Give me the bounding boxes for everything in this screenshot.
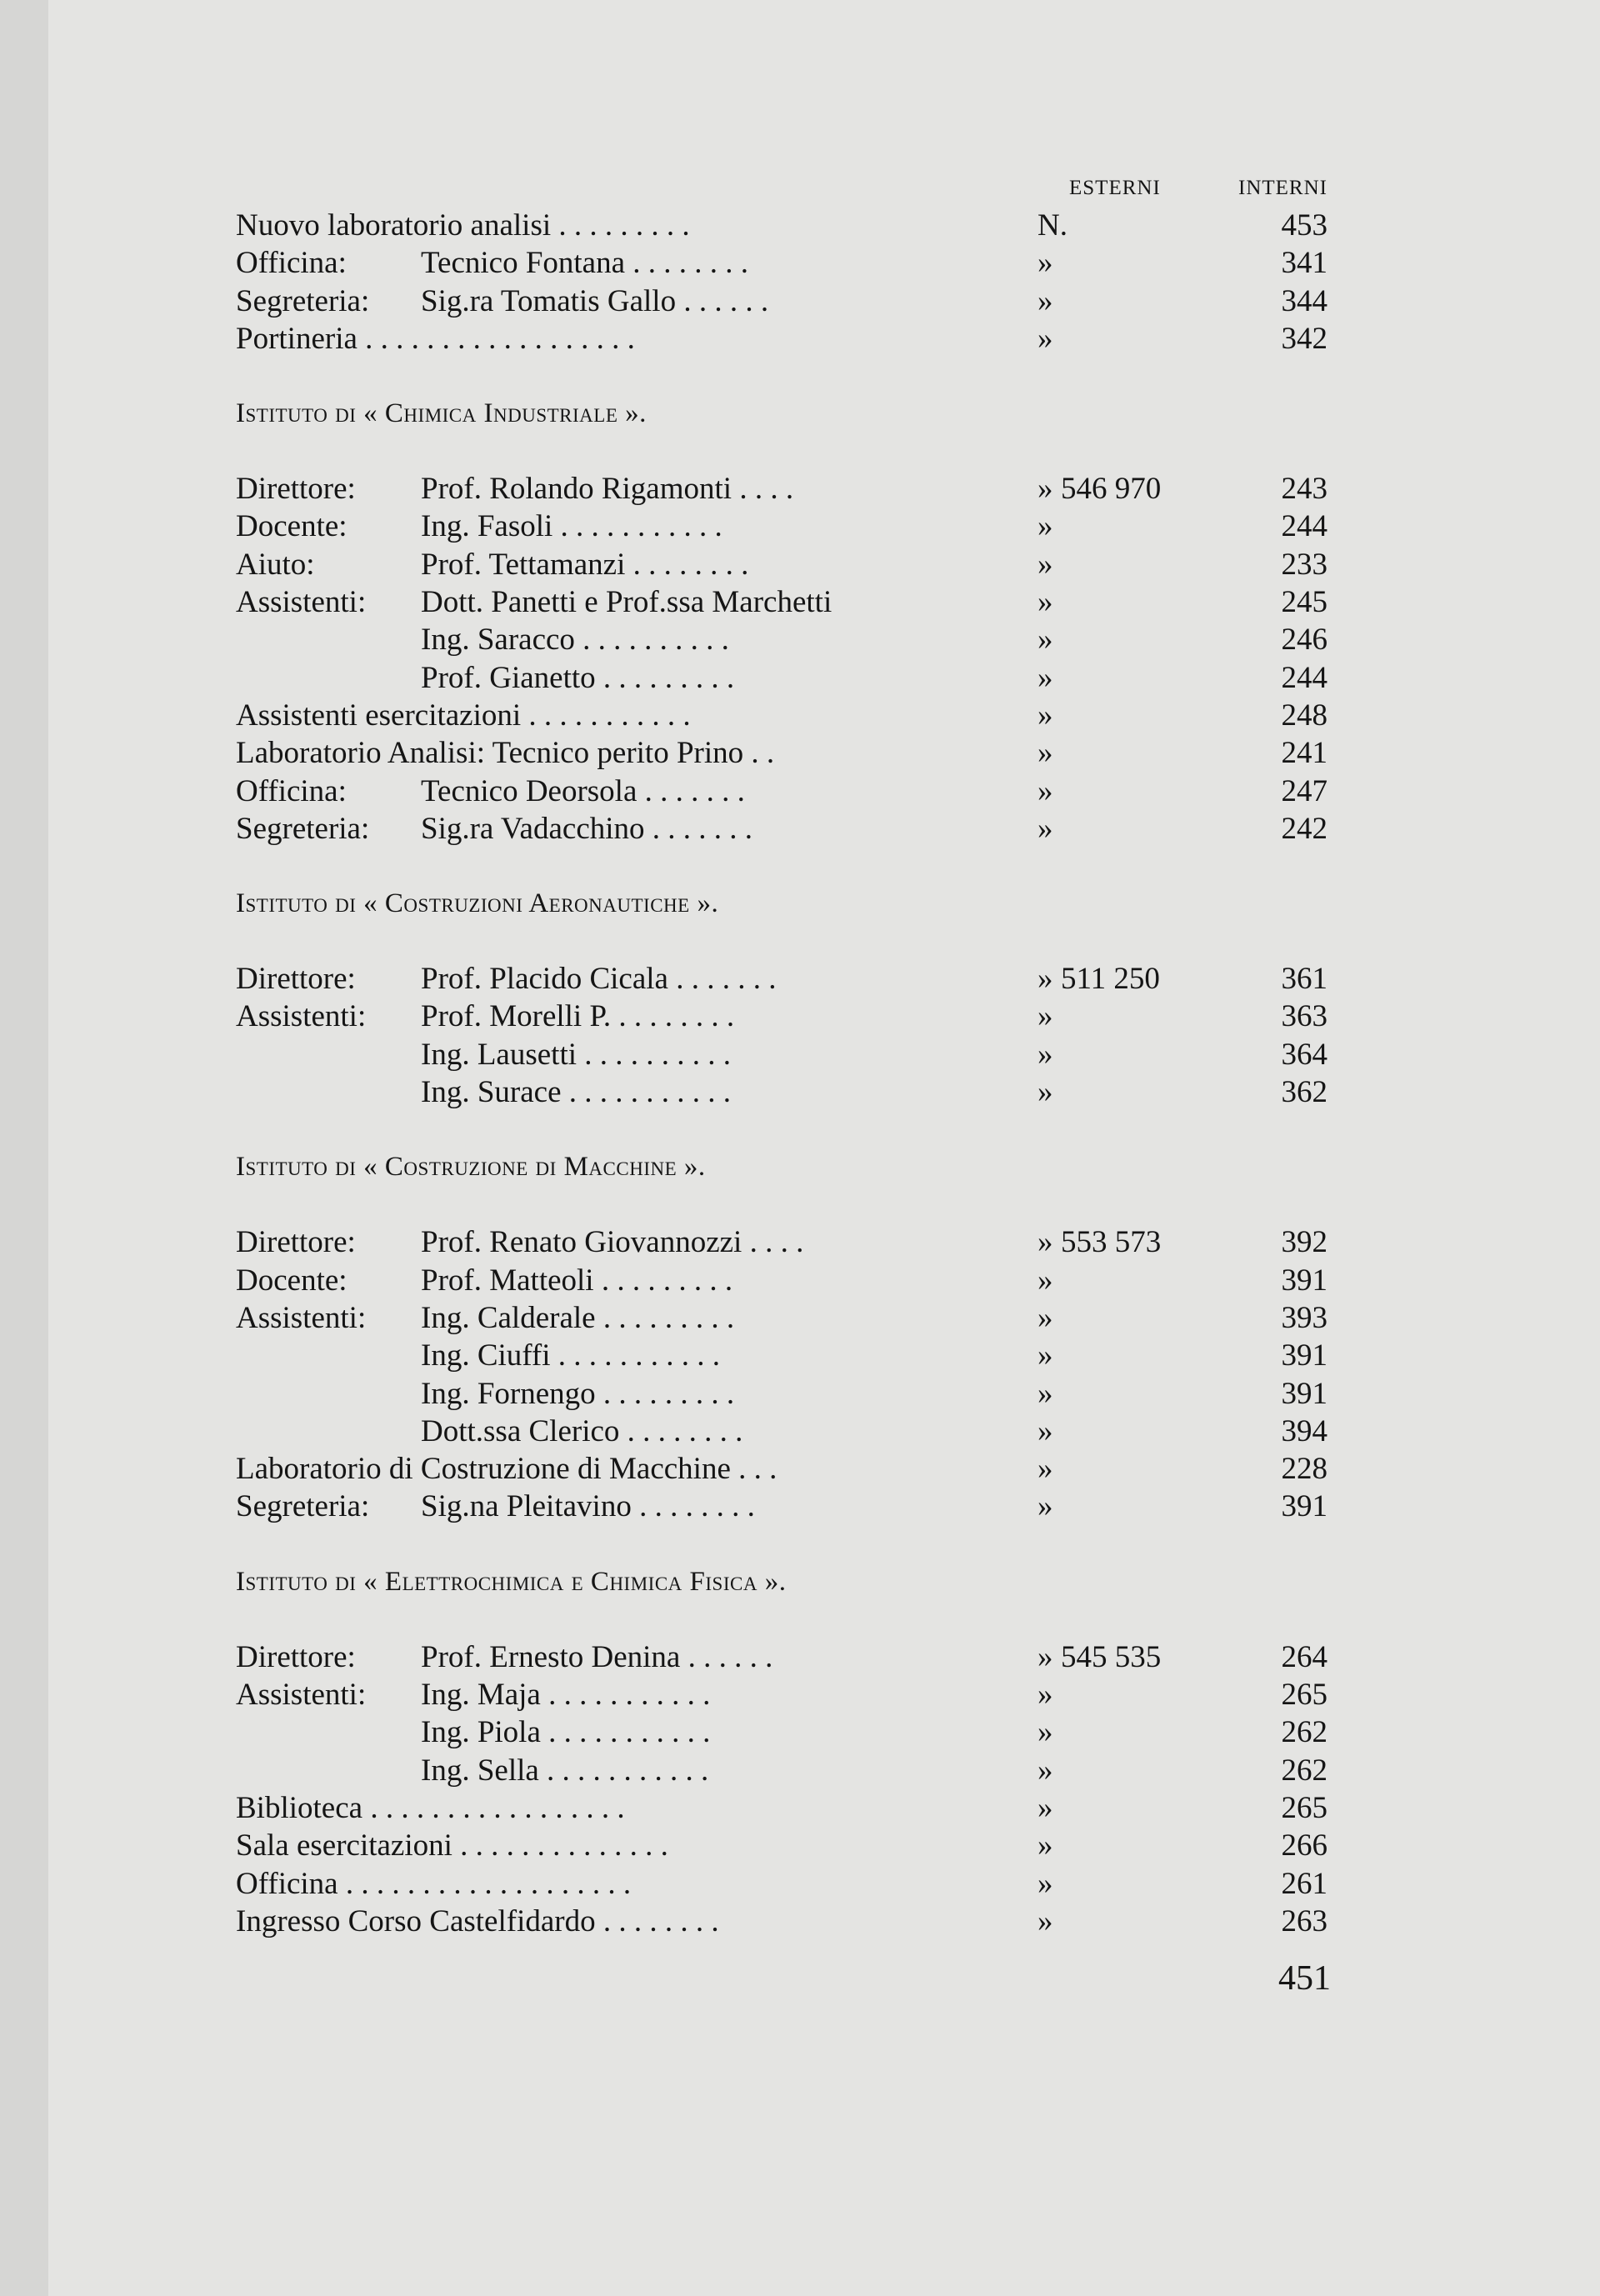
row-nm: Ing. Lausetti . . . . . . . . . . bbox=[421, 1037, 732, 1072]
row-int: 246 bbox=[1281, 623, 1328, 658]
row-int: 264 bbox=[1281, 1639, 1328, 1674]
directory-row bbox=[236, 1223, 1328, 1261]
section-title-text: Istituto di « Costruzioni Aeronautiche ». bbox=[236, 888, 719, 919]
row-int: 362 bbox=[1281, 1075, 1328, 1110]
directory-row bbox=[236, 244, 1328, 282]
row-int: 247 bbox=[1281, 773, 1328, 808]
row-pt: » bbox=[1038, 1413, 1053, 1448]
directory-row bbox=[236, 1752, 1328, 1789]
row-nm: Dott.ssa Clerico . . . . . . . . bbox=[421, 1413, 743, 1448]
row-lab: Assistenti esercitazioni . . . . . . . . . . . bbox=[236, 698, 691, 733]
row-ext: 545 535 bbox=[1061, 1639, 1162, 1674]
directory-row bbox=[236, 1073, 1328, 1111]
row-pt: » bbox=[1038, 999, 1053, 1034]
directory-row bbox=[236, 583, 1328, 621]
directory-row bbox=[236, 1337, 1328, 1374]
directory-row bbox=[236, 621, 1328, 658]
row-pt: » bbox=[1038, 1338, 1053, 1373]
directory-row bbox=[236, 283, 1328, 320]
directory-row bbox=[236, 1865, 1328, 1903]
row-pt: » bbox=[1038, 472, 1053, 507]
row-nm: Prof. Tettamanzi . . . . . . . . bbox=[421, 547, 749, 582]
row-int: 262 bbox=[1281, 1753, 1328, 1788]
directory-row bbox=[236, 734, 1328, 772]
section-gap bbox=[236, 358, 1328, 395]
row-int: 363 bbox=[1281, 999, 1328, 1034]
row-lab: Officina . . . . . . . . . . . . . . . . . . . bbox=[236, 1866, 632, 1901]
row-lab: Laboratorio Analisi: Tecnico perito Prino . . bbox=[236, 736, 775, 771]
row-nm: Ing. Surace . . . . . . . . . . . bbox=[421, 1075, 731, 1110]
row-nm: Prof. Rolando Rigamonti . . . . bbox=[421, 472, 794, 507]
directory-row bbox=[236, 508, 1328, 545]
row-pt: » bbox=[1038, 1828, 1053, 1863]
row-lab: Assistenti: bbox=[236, 1678, 367, 1713]
row-lab: Direttore: bbox=[236, 962, 356, 997]
directory-row bbox=[236, 1488, 1328, 1525]
row-int: 266 bbox=[1281, 1828, 1328, 1863]
row-nm: Sig.na Pleitavino . . . . . . . . bbox=[421, 1489, 755, 1524]
row-int: 342 bbox=[1281, 321, 1328, 356]
row-nm: Ing. Calderale . . . . . . . . . bbox=[421, 1300, 735, 1335]
row-int: 261 bbox=[1281, 1866, 1328, 1901]
row-int: 265 bbox=[1281, 1678, 1328, 1713]
row-nm: Tecnico Fontana . . . . . . . . bbox=[421, 246, 749, 281]
row-pt: » bbox=[1038, 1866, 1053, 1901]
row-nm: Prof. Matteoli . . . . . . . . . bbox=[421, 1263, 733, 1298]
directory-row bbox=[236, 1413, 1328, 1450]
row-lab: Docente: bbox=[236, 509, 348, 544]
row-lab: Direttore: bbox=[236, 1225, 356, 1260]
directory-row bbox=[236, 1713, 1328, 1751]
row-pt: » bbox=[1038, 736, 1053, 771]
row-lab: Docente: bbox=[236, 1263, 348, 1298]
row-int: 241 bbox=[1281, 736, 1328, 771]
row-int: 242 bbox=[1281, 811, 1328, 846]
row-int: 392 bbox=[1281, 1225, 1328, 1260]
row-nm: Ing. Ciuffi . . . . . . . . . . . bbox=[421, 1338, 721, 1373]
row-pt: » bbox=[1038, 623, 1053, 658]
row-lab: Assistenti: bbox=[236, 999, 367, 1034]
row-int: 262 bbox=[1281, 1715, 1328, 1750]
row-pt: » bbox=[1038, 1376, 1053, 1411]
header-interni: INTERNI bbox=[1238, 177, 1328, 199]
row-lab: Assistenti: bbox=[236, 585, 367, 620]
column-headers bbox=[236, 167, 1328, 207]
row-pt: » bbox=[1038, 811, 1053, 846]
directory-row bbox=[236, 1903, 1328, 1940]
row-pt: » bbox=[1038, 1037, 1053, 1072]
row-int: 244 bbox=[1281, 660, 1328, 695]
row-int: 391 bbox=[1281, 1376, 1328, 1411]
directory-row bbox=[236, 1036, 1328, 1073]
row-nm: Ing. Fasoli . . . . . . . . . . . bbox=[421, 509, 722, 544]
directory-row bbox=[236, 1375, 1328, 1413]
row-nm: Prof. Gianetto . . . . . . . . . bbox=[421, 660, 735, 695]
section-title bbox=[236, 395, 1328, 470]
row-int: 344 bbox=[1281, 283, 1328, 318]
row-int: 361 bbox=[1281, 962, 1328, 997]
row-lab: Assistenti: bbox=[236, 1300, 367, 1335]
directory-row bbox=[236, 1789, 1328, 1827]
row-ext: 553 573 bbox=[1061, 1225, 1162, 1260]
row-int: 393 bbox=[1281, 1300, 1328, 1335]
row-lab: Direttore: bbox=[236, 1639, 356, 1674]
row-lab: Laboratorio di Costruzione di Macchine . . . bbox=[236, 1452, 778, 1487]
row-int: 341 bbox=[1281, 246, 1328, 281]
section-title bbox=[236, 885, 1328, 960]
directory-row bbox=[236, 773, 1328, 810]
row-nm: Ing. Fornengo . . . . . . . . . bbox=[421, 1376, 735, 1411]
phone-directory bbox=[236, 167, 1328, 1940]
row-pt: » bbox=[1038, 1263, 1053, 1298]
row-lab: Segreteria: bbox=[236, 811, 370, 846]
section-gap bbox=[236, 1526, 1328, 1563]
row-pt: » bbox=[1038, 1639, 1053, 1674]
row-pt: » bbox=[1038, 547, 1053, 582]
directory-row bbox=[236, 1676, 1328, 1713]
row-pt: » bbox=[1038, 1075, 1053, 1110]
directory-row bbox=[236, 1262, 1328, 1299]
section-title bbox=[236, 1563, 1328, 1638]
row-int: 391 bbox=[1281, 1338, 1328, 1373]
row-nm: Ing. Saracco . . . . . . . . . . bbox=[421, 623, 729, 658]
row-pt: » bbox=[1038, 1790, 1053, 1825]
directory-row bbox=[236, 207, 1328, 244]
row-pt: » bbox=[1038, 1715, 1053, 1750]
row-lab: Biblioteca . . . . . . . . . . . . . . . . . bbox=[236, 1790, 625, 1825]
row-nm: Ing. Sella . . . . . . . . . . . bbox=[421, 1753, 709, 1788]
row-pt: » bbox=[1038, 321, 1053, 356]
row-lab: Segreteria: bbox=[236, 283, 370, 318]
row-nm: Sig.ra Vadacchino . . . . . . . bbox=[421, 811, 753, 846]
row-lab: Segreteria: bbox=[236, 1489, 370, 1524]
directory-row bbox=[236, 546, 1328, 583]
row-nm: Prof. Placido Cicala . . . . . . . bbox=[421, 962, 777, 997]
row-int: 265 bbox=[1281, 1790, 1328, 1825]
row-int: 391 bbox=[1281, 1263, 1328, 1298]
section-title-text: Istituto di « Costruzione di Macchine ». bbox=[236, 1152, 706, 1183]
row-pt: » bbox=[1038, 962, 1053, 997]
row-pt: » bbox=[1038, 283, 1053, 318]
row-nm: Prof. Renato Giovannozzi . . . . bbox=[421, 1225, 804, 1260]
directory-row bbox=[236, 1450, 1328, 1488]
row-int: 245 bbox=[1281, 585, 1328, 620]
row-pt: » bbox=[1038, 585, 1053, 620]
directory-row bbox=[236, 470, 1328, 508]
directory-row bbox=[236, 320, 1328, 358]
directory-row bbox=[236, 1638, 1328, 1676]
row-nm: Ing. Maja . . . . . . . . . . . bbox=[421, 1678, 711, 1713]
row-lab: Aiuto: bbox=[236, 547, 315, 582]
row-lab: Portineria . . . . . . . . . . . . . . . . . . bbox=[236, 321, 635, 356]
row-int: 453 bbox=[1281, 208, 1328, 243]
row-nm: Ing. Piola . . . . . . . . . . . bbox=[421, 1715, 711, 1750]
row-lab: Officina: bbox=[236, 246, 347, 281]
row-pt: » bbox=[1038, 698, 1053, 733]
section-title-text: Istituto di « Elettrochimica e Chimica Fisica ». bbox=[236, 1566, 787, 1597]
page-number: 451 bbox=[1278, 1959, 1331, 1998]
directory-row bbox=[236, 659, 1328, 697]
row-pt: » bbox=[1038, 246, 1053, 281]
row-int: 233 bbox=[1281, 547, 1328, 582]
section-gap bbox=[236, 1111, 1328, 1148]
row-pt: » bbox=[1038, 1753, 1053, 1788]
row-int: 391 bbox=[1281, 1489, 1328, 1524]
row-pt: » bbox=[1038, 773, 1053, 808]
row-int: 228 bbox=[1281, 1452, 1328, 1487]
row-int: 263 bbox=[1281, 1903, 1328, 1938]
directory-row bbox=[236, 960, 1328, 998]
row-pt: N. bbox=[1038, 208, 1068, 243]
directory-row bbox=[236, 1827, 1328, 1864]
section-gap bbox=[236, 848, 1328, 885]
row-nm: Prof. Morelli P. . . . . . . . . bbox=[421, 999, 735, 1034]
directory-row bbox=[236, 697, 1328, 734]
row-pt: » bbox=[1038, 1903, 1053, 1938]
row-nm: Prof. Ernesto Denina . . . . . . bbox=[421, 1639, 773, 1674]
row-ext: 546 970 bbox=[1061, 472, 1162, 507]
row-int: 244 bbox=[1281, 509, 1328, 544]
section-title-text: Istituto di « Chimica Industriale ». bbox=[236, 398, 647, 429]
row-pt: » bbox=[1038, 509, 1053, 544]
section-title bbox=[236, 1148, 1328, 1223]
row-lab: Direttore: bbox=[236, 472, 356, 507]
row-int: 248 bbox=[1281, 698, 1328, 733]
row-pt: » bbox=[1038, 1300, 1053, 1335]
directory-row bbox=[236, 1299, 1328, 1337]
directory-row bbox=[236, 810, 1328, 848]
row-pt: » bbox=[1038, 1225, 1053, 1260]
row-nm: Tecnico Deorsola . . . . . . . bbox=[421, 773, 745, 808]
row-pt: » bbox=[1038, 1678, 1053, 1713]
row-pt: » bbox=[1038, 1452, 1053, 1487]
row-int: 243 bbox=[1281, 472, 1328, 507]
row-lab: Sala esercitazioni . . . . . . . . . . . . . . bbox=[236, 1828, 668, 1863]
directory-row bbox=[236, 998, 1328, 1035]
row-ext: 511 250 bbox=[1061, 962, 1160, 997]
header-esterni: ESTERNI bbox=[1069, 177, 1161, 199]
row-lab: Nuovo laboratorio analisi . . . . . . . . . bbox=[236, 208, 690, 243]
row-lab: Ingresso Corso Castelfidardo . . . . . . . . bbox=[236, 1903, 719, 1938]
row-pt: » bbox=[1038, 1489, 1053, 1524]
page bbox=[48, 0, 1600, 2296]
blocks bbox=[236, 207, 1328, 1940]
row-int: 364 bbox=[1281, 1037, 1328, 1072]
row-pt: » bbox=[1038, 660, 1053, 695]
row-nm: Dott. Panetti e Prof.ssa Marchetti bbox=[421, 585, 832, 620]
row-lab: Officina: bbox=[236, 773, 347, 808]
row-int: 394 bbox=[1281, 1413, 1328, 1448]
row-nm: Sig.ra Tomatis Gallo . . . . . . bbox=[421, 283, 769, 318]
